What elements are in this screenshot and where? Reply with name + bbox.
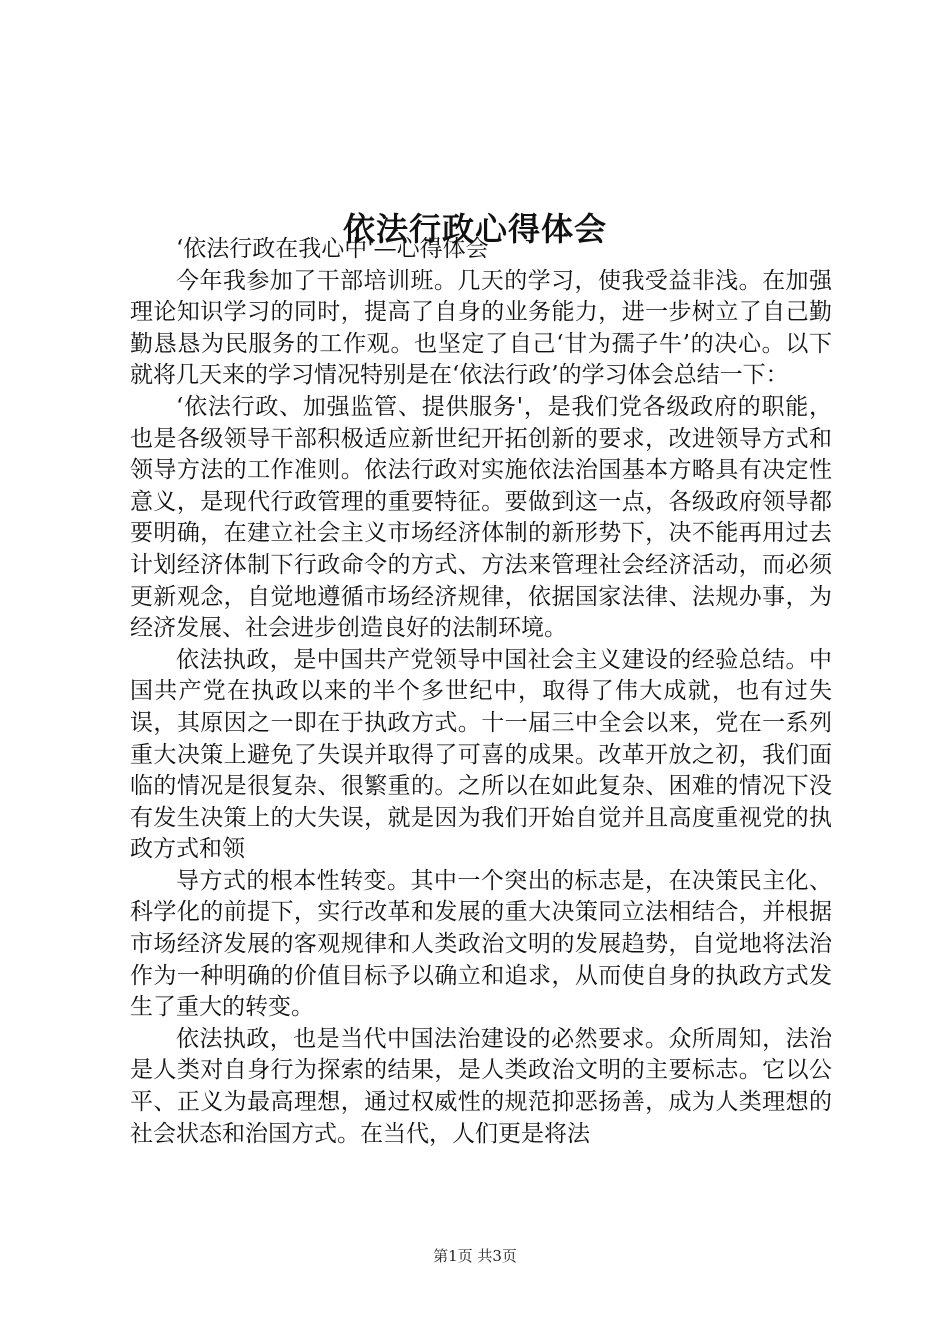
page-footer: 第1页 共3页 — [433, 1247, 517, 1265]
paragraph-intro: 今年我参加了干部培训班。几天的学习，使我受益非浅。在加强理论知识学习的同时，提高了自身的业务能力，进一步树立了自己勤勤恳恳为民服务的工作观。也坚定了自己‘甘为孺子牛’的决心。以下就将几天来的学习情况特别是在‘依法行政’的学习体会总结一下： — [130, 267, 832, 389]
document-body — [130, 234, 832, 1150]
paragraph-subtitle: ‘依法行政在我心中'—心得体会 — [176, 236, 489, 262]
paragraph-transformation: 导方式的根本性转变。其中一个突出的标志是，在决策民主化、科学化的前提下，实行改革和发展的重大决策同立法相结合，并根据市场经济发展的客观规律和人类政治文明的发展趋势，自觉地将法治作为一种明确的价值目标予以确立和追求，从而使自身的执政方式发生了重大的转变。 — [130, 867, 832, 1021]
paragraph-rule-of-law: 依法执政，也是当代中国法治建设的必然要求。众所周知，法治是人类对自身行为探索的结果，是人类政治文明的主要标志。它以公平、正义为最高理想，通过权威性的规范抑恶扬善，成为人类理想的社会状态和治国方式。在当代，人们更是将法 — [130, 1025, 832, 1147]
paragraph-governance: 依法执政，是中国共产党领导中国社会主义建设的经验总结。中国共产党在执政以来的半个多世纪中，取得了伟大成就，也有过失误，其原因之一即在于执政方式。十一届三中全会以来，党在一系列重大决策上避免了失误并取得了可喜的成果。改革开放之初，我们面临的情况是很复杂、很繁重的。之所以在如此复杂、困难的情况下没有发生决策上的大失误，就是因为我们开始自觉并且高度重视党的执政方式和领 — [130, 646, 832, 863]
document-title: 依法行政心得体会 — [342, 210, 607, 249]
paragraph-administration: ‘依法行政、加强监管、提供服务'，是我们党各级政府的职能，也是各级领导干部积极适应新世纪开拓创新的要求，改进领导方式和领导方法的工作准则。依法行政对实施依法治国基本方略具有决定性意义，是现代行政管理的重要特征。要做到这一点，各级政府领导都要明确，在建立社会主义市场经济体制的新形势下，决不能再用过去计划经济体制下行政命令的方式、方法来管理社会经济活动，而必须更新观念，自觉地遵循市场经济规律，依据国家法律、法规办事，为经济发展、社会进步创造良好的法制环境。 — [130, 393, 832, 642]
